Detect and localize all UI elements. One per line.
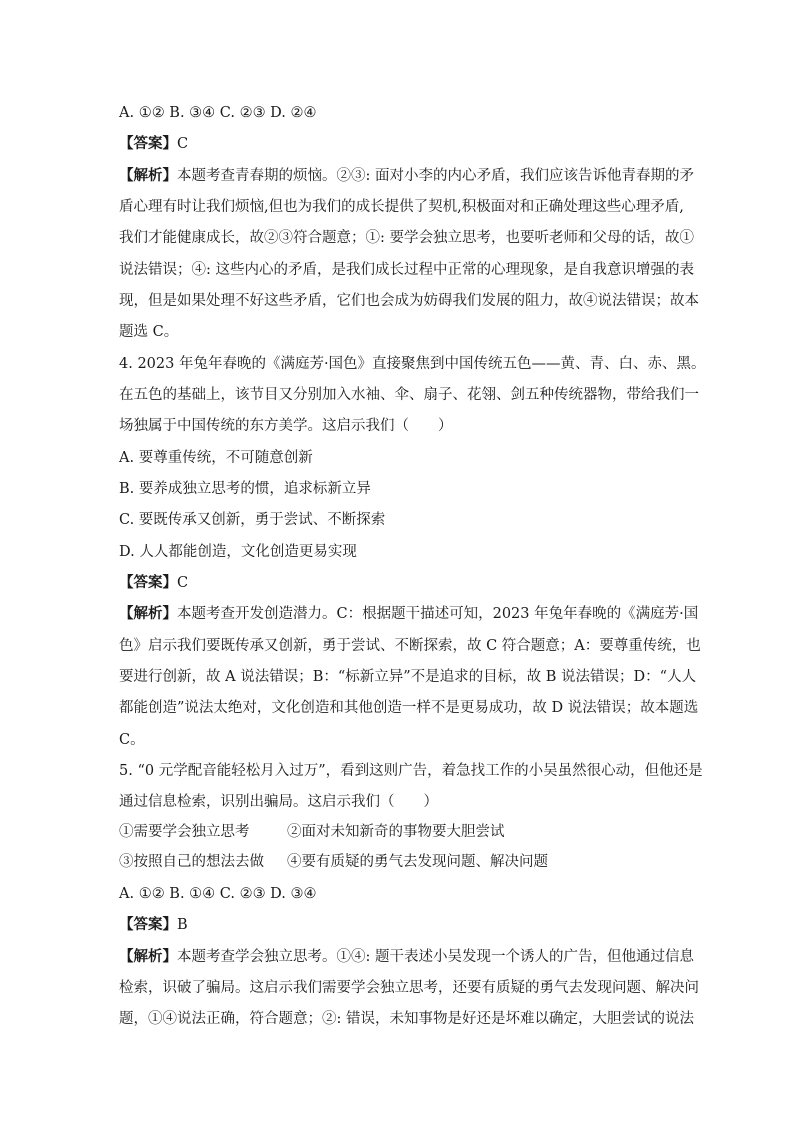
- q3-answer: [119, 134, 679, 154]
- q3-choices: A. ①② B. ③④ C. ②③ D. ②④: [119, 105, 317, 121]
- answer-tag: 【答案】: [119, 574, 177, 591]
- q5-stem-line-2: 通过信息检索，识别出骗局。这启示我们（ ）: [119, 794, 438, 810]
- answer-tag: 【答案】: [119, 916, 177, 933]
- q5-item-2: ②面对未知新奇的事物要大胆尝试: [287, 824, 505, 840]
- q4-analysis-line-1: 【解析】本题考查开发创造潜力。C：根据题干描述可知，2023 年兔年春晚的《满庭芳·国: [119, 605, 699, 622]
- q4-stem-line-3: 场独属于中国传统的东方美学。这启示我们（ ）: [119, 418, 453, 434]
- q5-item-4: ④要有质疑的勇气去发现问题、解决问题: [287, 854, 548, 870]
- q4-answer: [119, 573, 679, 593]
- q4-analysis-line-5: C。: [119, 732, 145, 748]
- q3-analysis-line-2: 盾心理有时让我们烦恼,但也为我们的成长提供了契机,积极面对和正确处理这些心理矛盾,: [119, 199, 684, 215]
- q5-answer: [119, 915, 679, 935]
- answer-value: C: [177, 575, 189, 591]
- q5-item-3: ③按照自己的想法去做: [119, 854, 264, 870]
- q4-analysis-line-2: 色》启示我们要既传承又创新，勇于尝试、不断探索，故 C 符合题意；A：要尊重传统，也: [119, 638, 701, 654]
- analysis-tag: 【解析】: [119, 948, 177, 965]
- q3-analysis-line-4: 说法错误；④: 这些内心的矛盾，是我们成长过程中正常的心理现象，是自我意识增强的表: [119, 262, 694, 278]
- q5-analysis-line-2: 检索，识破了骗局。这启示我们需要学会独立思考，还要有质疑的勇气去发现问题、解决问: [119, 980, 699, 996]
- q4-analysis-line-3: 要进行创新，故 A 说法错误；B：“标新立异”不是追求的目标，故 B 说法错误；D：“人人: [119, 669, 697, 685]
- q3-analysis-line-6: 题选 C。: [119, 324, 179, 340]
- q4-option-d: D. 人人都能创造，文化创造更易实现: [119, 544, 357, 560]
- q4-option-a: A. 要尊重传统，不可随意创新: [119, 450, 313, 466]
- analysis-tag: 【解析】: [119, 167, 177, 184]
- q5-stem-line-1: 5. “0 元学配音能轻松月入过万”，看到这则广告，着急找工作的小吴虽然很心动，但他还是: [119, 763, 703, 779]
- q5-analysis-line-1: 【解析】本题考查学会独立思考。①④: 题干表述小吴发现一个诱人的广告，但他通过信息: [119, 948, 694, 965]
- analysis-tag: 【解析】: [119, 605, 177, 622]
- q3-analysis-line-1: 【解析】本题考查青春期的烦恼。②③: 面对小李的内心矛盾，我们应该告诉他青春期的矛: [119, 167, 694, 184]
- q5-items-row-2: [119, 852, 679, 872]
- q4-option-c: C. 要既传承又创新，勇于尝试、不断探索: [119, 512, 386, 528]
- q3-analysis-line-5: 现，但是如果处理不好这些矛盾，它们也会成为妨碍我们发展的阻力，故④说法错误；故本: [119, 293, 699, 309]
- q4-option-b: B. 要养成独立思考的惯，追求标新立异: [119, 481, 371, 497]
- q4-stem-line-2: 在五色的基础上，该节目又分别加入水袖、伞、扇子、花翎、剑五种传统器物，带给我们一: [119, 387, 699, 403]
- q5-analysis-line-3: 题，①④说法正确，符合题意；②: 错误，未知事物是好还是坏难以确定，大胆尝试的说法: [119, 1011, 694, 1027]
- answer-tag: 【答案】: [119, 135, 177, 152]
- answer-value: C: [177, 136, 189, 152]
- answer-value: B: [177, 917, 188, 933]
- q5-items-row-1: [119, 822, 679, 842]
- q3-analysis-line-3: 我们才能健康成长，故②③符合题意；①: 要学会独立思考，也要听老师和父母的话，故①: [119, 230, 694, 246]
- q5-choices: A. ①② B. ①④ C. ②③ D. ③④: [119, 886, 317, 902]
- q5-item-1: ①需要学会独立思考: [119, 824, 250, 840]
- q4-stem-line-1: 4. 2023 年兔年春晚的《满庭芳·国色》直接聚焦到中国传统五色——黄、青、白、赤、黑。: [119, 356, 706, 372]
- q4-analysis-line-4: 都能创造”说法太绝对，文化创造和其他创造一样不是更易成功，故 D 说法错误；故本题选: [119, 700, 699, 716]
